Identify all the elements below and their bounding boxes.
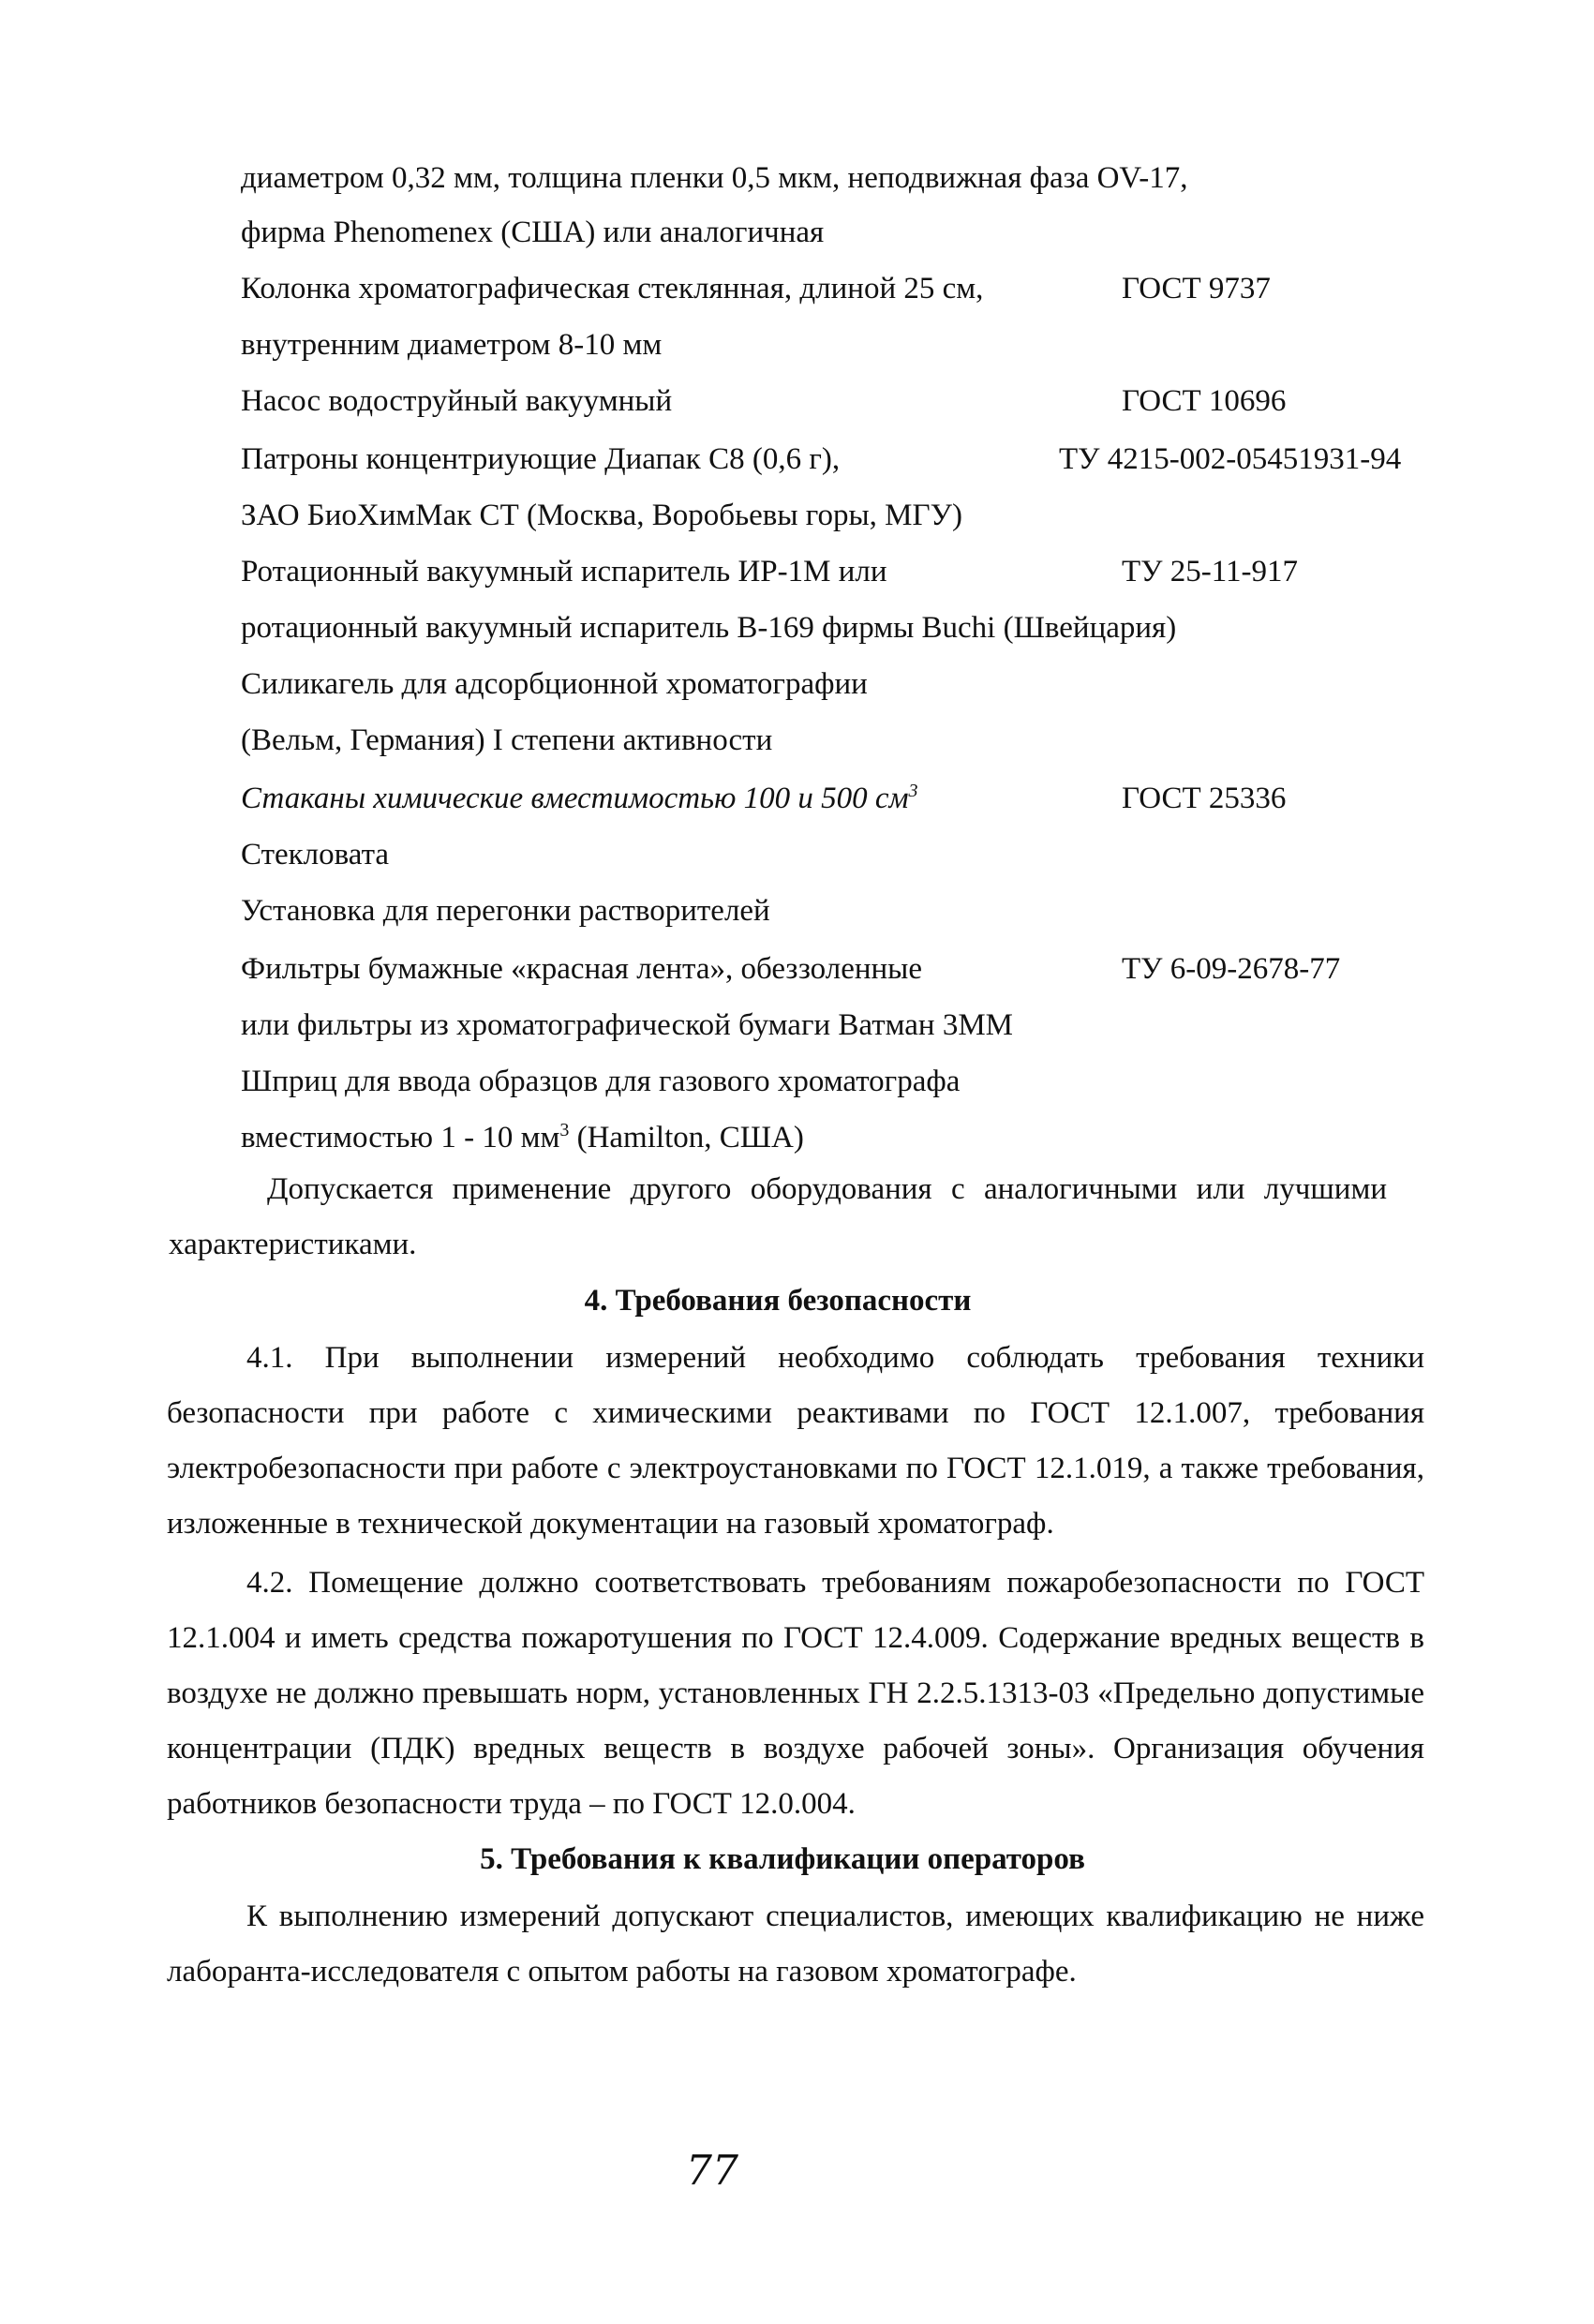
equipment-line: ЗАО БиоХимМак СТ (Москва, Воробьевы горы, МГУ)	[241, 499, 962, 532]
equipment-line: Ротационный вакуумный испаритель ИР-1М или	[241, 555, 887, 588]
superscript: 3	[559, 1120, 570, 1140]
equipment-line: фирма Phenomenex (США) или аналогичная	[241, 216, 825, 249]
equipment-line	[241, 780, 918, 817]
equipment-line: Патроны концентриующие Диапак С8 (0,6 г),	[241, 442, 841, 476]
equipment-line: Фильтры бумажные «красная лента», обеззоленные	[241, 952, 922, 986]
equipment-standard: ГОСТ 25336	[1122, 782, 1287, 815]
equipment-line: Силикагель для адсорбционной хроматографии	[241, 667, 868, 701]
equipment-standard: ГОСТ 9737	[1122, 272, 1271, 305]
section-5-paragraph-1: К выполнению измерений допускают специалистов, имеющих квалификацию не ниже лаборанта-исследователя с опытом работы на газовом хроматографе.	[167, 1899, 1424, 1989]
equipment-line: Колонка хроматографическая стеклянная, длиной 25 см,	[241, 272, 984, 305]
equipment-line: ротационный вакуумный испаритель В-169 фирмы Buchi (Швейцария)	[241, 611, 1177, 645]
section-5-heading: 5. Требования к квалификации операторов	[480, 1842, 1085, 1876]
page-number: 77	[686, 2147, 738, 2195]
section-4-heading: 4. Требования безопасности	[584, 1284, 972, 1318]
equipment-standard: ТУ 6-09-2678-77	[1122, 952, 1341, 986]
equipment-standard: ТУ 25-11-917	[1122, 555, 1299, 588]
equipment-standard: ТУ 4215-002-05451931-94	[1059, 442, 1402, 476]
equipment-line: или фильтры из хроматографической бумаги Ватман 3ММ	[241, 1008, 1014, 1042]
equipment-text: Стаканы химические вместимостью 100 и 500 см	[241, 782, 909, 815]
equipment-line: Установка для перегонки растворителей	[241, 894, 770, 928]
section-4-paragraph-1: 4.1. При выполнении измерений необходимо соблюдать требования техники безопасности при работе с химическими реактивами по ГОСТ 12.1.007, требования электробезопасности при работе с электроустановками по ГОСТ 12.1.019, а также требования, изложенные в технической документации на газовый хроматограф.	[167, 1341, 1424, 1541]
equipment-text: вместимостью 1 - 10 мм	[241, 1121, 560, 1155]
equipment-line: Насос водоструйный вакуумный	[241, 384, 673, 418]
allowance-note: Допускается применение другого оборудования с аналогичными или лучшими характеристиками.	[169, 1172, 1387, 1261]
equipment-line: Шприц для ввода образцов для газового хроматографа	[241, 1065, 961, 1098]
equipment-line: Стекловата	[241, 838, 390, 872]
equipment-line	[241, 1119, 804, 1156]
section-4-paragraph-2: 4.2. Помещение должно соответствовать требованиям пожаробезопасности по ГОСТ 12.1.004 и иметь средства пожаротушения по ГОСТ 12.4.009. Содержание вредных веществ в воздухе не должно превышать норм, установленных ГН 2.2.5.1313-03 «Предельно допустимые концентрации (ПДК) вредных веществ в воздухе рабочей зоны». Организация обучения работников безопасности труда – по ГОСТ 12.0.004.	[167, 1566, 1424, 1821]
equipment-standard: ГОСТ 10696	[1122, 384, 1287, 418]
equipment-line: внутренним диаметром 8-10 мм	[241, 328, 663, 362]
equipment-text: (Hamilton, США)	[569, 1121, 804, 1155]
superscript: 3	[908, 781, 918, 801]
equipment-line: (Вельм, Германия) I степени активности	[241, 723, 773, 757]
equipment-line: диаметром 0,32 мм, толщина пленки 0,5 мкм, неподвижная фаза OV-17,	[241, 161, 1188, 195]
